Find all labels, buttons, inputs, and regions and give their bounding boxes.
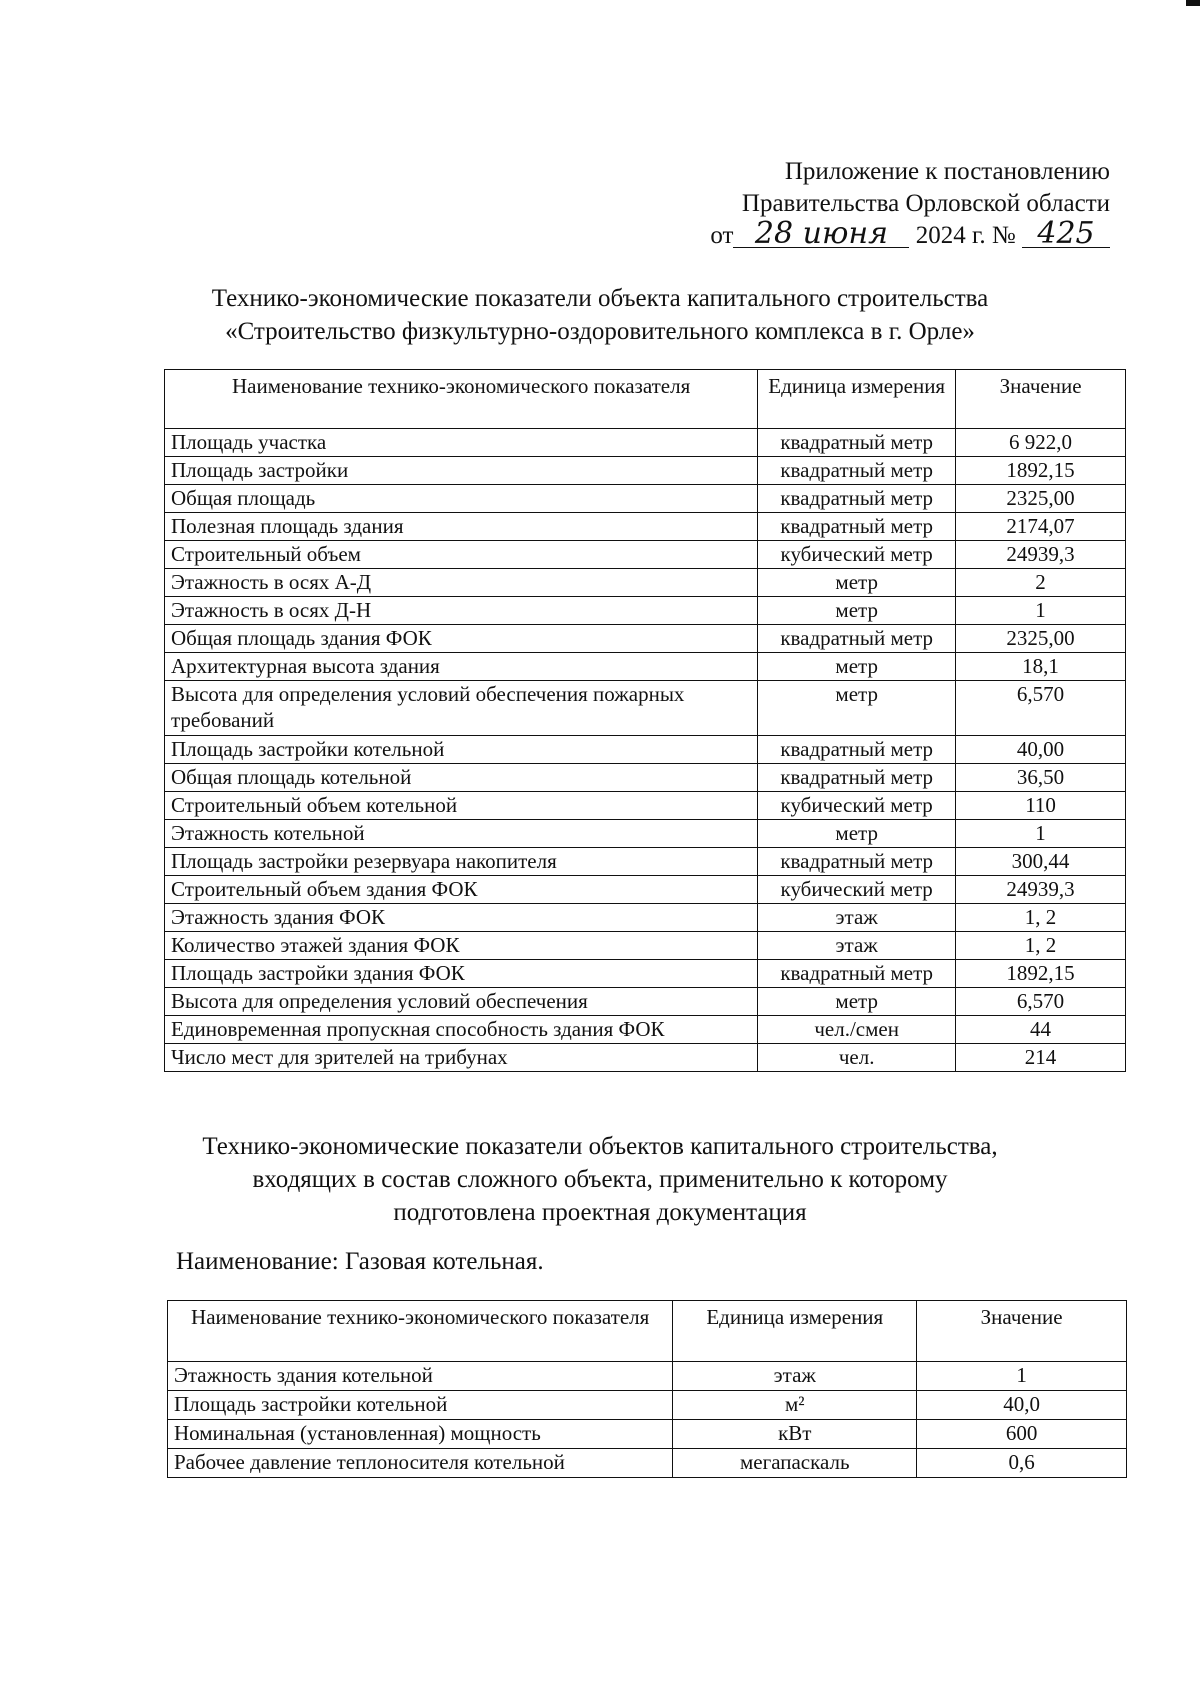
value-cell: 214 — [956, 1044, 1126, 1072]
value-cell: 40,0 — [917, 1391, 1127, 1420]
indicator-name-cell: Этажность в осях А-Д — [165, 569, 758, 597]
unit-cell: квадратный метр — [758, 513, 956, 541]
table-row — [165, 681, 1126, 736]
appendix-line1: Приложение к постановлению — [784, 158, 1110, 185]
indicator-name-cell: Общая площадь котельной — [165, 764, 758, 792]
section2-title — [150, 1130, 1050, 1229]
indicators-table-body — [165, 429, 1126, 1072]
value-cell: 6 922,0 — [956, 429, 1126, 457]
value-cell: 110 — [956, 792, 1126, 820]
unit-cell: квадратный метр — [758, 848, 956, 876]
unit-cell: квадратный метр — [758, 485, 956, 513]
unit-cell: этаж — [673, 1362, 917, 1391]
scan-corner-mark — [1186, 0, 1200, 6]
indicator-name-cell: Единовременная пропускная способность здания ФОК — [165, 1016, 758, 1044]
value-cell: 1 — [917, 1362, 1127, 1391]
value-cell: 1, 2 — [956, 904, 1126, 932]
indicator-name-cell: Высота для определения условий обеспечения пожарных требований — [165, 681, 758, 736]
section1-title-line2: «Строительство физкультурно-оздоровительного комплекса в г. Орле» — [225, 318, 975, 345]
indicators-table — [164, 369, 1126, 1072]
indicator-name-cell: Общая площадь здания ФОК — [165, 625, 758, 653]
value-cell: 2325,00 — [956, 485, 1126, 513]
indicator-name-cell: Площадь застройки здания ФОК — [165, 960, 758, 988]
table-row — [165, 848, 1126, 876]
header-indicator: Наименование технико-экономического показателя — [165, 370, 758, 429]
header-unit: Единица измерения — [673, 1301, 917, 1362]
indicator-name-cell: Площадь застройки — [165, 457, 758, 485]
indicator-name-cell: Этажность здания котельной — [168, 1362, 673, 1391]
value-cell: 1892,15 — [956, 457, 1126, 485]
unit-cell: чел. — [758, 1044, 956, 1072]
indicator-name-cell: Номинальная (установленная) мощность — [168, 1420, 673, 1449]
table-row — [165, 541, 1126, 569]
header-unit: Единица измерения — [758, 370, 956, 429]
unit-cell: кубический метр — [758, 876, 956, 904]
section1-title — [150, 282, 1050, 348]
table-row — [165, 876, 1126, 904]
indicator-name-cell: Высота для определения условий обеспечения — [165, 988, 758, 1016]
unit-cell: квадратный метр — [758, 960, 956, 988]
table-row — [165, 597, 1126, 625]
indicator-name-cell: Этажность здания ФОК — [165, 904, 758, 932]
handwritten-number: 425 — [1022, 221, 1110, 248]
appendix-header — [710, 156, 1110, 252]
indicator-name-cell: Архитектурная высота здания — [165, 653, 758, 681]
table-row — [165, 820, 1126, 848]
table-row — [165, 569, 1126, 597]
table-row — [168, 1449, 1127, 1478]
unit-cell: кВт — [673, 1420, 917, 1449]
unit-cell: метр — [758, 820, 956, 848]
value-cell: 0,6 — [917, 1449, 1127, 1478]
indicator-name-cell: Площадь застройки резервуара накопителя — [165, 848, 758, 876]
table-row — [165, 485, 1126, 513]
indicator-name-cell: Общая площадь — [165, 485, 758, 513]
value-cell: 1892,15 — [956, 960, 1126, 988]
value-cell: 1 — [956, 597, 1126, 625]
boiler-table — [167, 1300, 1127, 1478]
appendix-line2: Правительства Орловской области — [741, 190, 1110, 217]
unit-cell: этаж — [758, 932, 956, 960]
table-row — [168, 1420, 1127, 1449]
header-value: Значение — [956, 370, 1126, 429]
table-row — [168, 1391, 1127, 1420]
table-row — [165, 960, 1126, 988]
value-cell: 24939,3 — [956, 541, 1126, 569]
section2-title-line1: Технико-экономические показатели объектов капитального строительства, — [202, 1133, 998, 1160]
unit-cell: квадратный метр — [758, 736, 956, 764]
object-name: Наименование: Газовая котельная. — [176, 1248, 544, 1275]
indicator-name-cell: Площадь застройки котельной — [168, 1391, 673, 1420]
table-row — [165, 904, 1126, 932]
header-indicator: Наименование технико-экономического показателя — [168, 1301, 673, 1362]
value-cell: 600 — [917, 1420, 1127, 1449]
handwritten-date: 28 июня — [733, 221, 909, 248]
value-cell: 44 — [956, 1016, 1126, 1044]
table-row — [168, 1362, 1127, 1391]
section2-title-line3: подготовлена проектная документация — [393, 1199, 807, 1226]
table-row — [165, 988, 1126, 1016]
unit-cell: кубический метр — [758, 541, 956, 569]
value-cell: 40,00 — [956, 736, 1126, 764]
unit-cell: мегапаскаль — [673, 1449, 917, 1478]
unit-cell: квадратный метр — [758, 764, 956, 792]
table-row — [165, 736, 1126, 764]
table-row — [165, 513, 1126, 541]
unit-cell: метр — [758, 653, 956, 681]
value-cell: 6,570 — [956, 681, 1126, 736]
indicator-name-cell: Площадь участка — [165, 429, 758, 457]
indicator-name-cell: Полезная площадь здания — [165, 513, 758, 541]
indicator-name-cell: Количество этажей здания ФОК — [165, 932, 758, 960]
value-cell: 2174,07 — [956, 513, 1126, 541]
indicator-name-cell: Этажность в осях Д-Н — [165, 597, 758, 625]
value-cell: 1, 2 — [956, 932, 1126, 960]
unit-cell: метр — [758, 681, 956, 736]
table-row — [165, 653, 1126, 681]
value-cell: 36,50 — [956, 764, 1126, 792]
unit-cell: квадратный метр — [758, 429, 956, 457]
table-row — [165, 625, 1126, 653]
unit-cell: квадратный метр — [758, 457, 956, 485]
unit-cell: м² — [673, 1391, 917, 1420]
table-header-row — [168, 1301, 1127, 1362]
unit-cell: квадратный метр — [758, 625, 956, 653]
section2-title-line2: входящих в состав сложного объекта, применительно к которому — [252, 1166, 948, 1193]
value-cell: 300,44 — [956, 848, 1126, 876]
table-row — [165, 457, 1126, 485]
section1-title-line1: Технико-экономические показатели объекта капитального строительства — [211, 285, 989, 312]
appendix-date-line — [710, 216, 1110, 252]
unit-cell: этаж — [758, 904, 956, 932]
indicator-name-cell: Рабочее давление теплоносителя котельной — [168, 1449, 673, 1478]
value-cell: 2325,00 — [956, 625, 1126, 653]
date-prefix: от — [710, 222, 734, 249]
table-row — [165, 1016, 1126, 1044]
table-row — [165, 932, 1126, 960]
value-cell: 6,570 — [956, 988, 1126, 1016]
unit-cell: кубический метр — [758, 792, 956, 820]
value-cell: 18,1 — [956, 653, 1126, 681]
value-cell: 2 — [956, 569, 1126, 597]
value-cell: 1 — [956, 820, 1126, 848]
table-row — [165, 429, 1126, 457]
indicator-name-cell: Строительный объем здания ФОК — [165, 876, 758, 904]
table-row — [165, 792, 1126, 820]
indicator-name-cell: Строительный объем — [165, 541, 758, 569]
indicator-name-cell: Этажность котельной — [165, 820, 758, 848]
unit-cell: чел./смен — [758, 1016, 956, 1044]
year-label: 2024 г. № — [915, 222, 1016, 249]
unit-cell: метр — [758, 597, 956, 625]
header-value: Значение — [917, 1301, 1127, 1362]
table-row — [165, 1044, 1126, 1072]
table-header-row — [165, 370, 1126, 429]
boiler-table-body — [168, 1362, 1127, 1478]
indicator-name-cell: Строительный объем котельной — [165, 792, 758, 820]
table-row — [165, 764, 1126, 792]
indicator-name-cell: Площадь застройки котельной — [165, 736, 758, 764]
unit-cell: метр — [758, 988, 956, 1016]
indicator-name-cell: Число мест для зрителей на трибунах — [165, 1044, 758, 1072]
value-cell: 24939,3 — [956, 876, 1126, 904]
unit-cell: метр — [758, 569, 956, 597]
